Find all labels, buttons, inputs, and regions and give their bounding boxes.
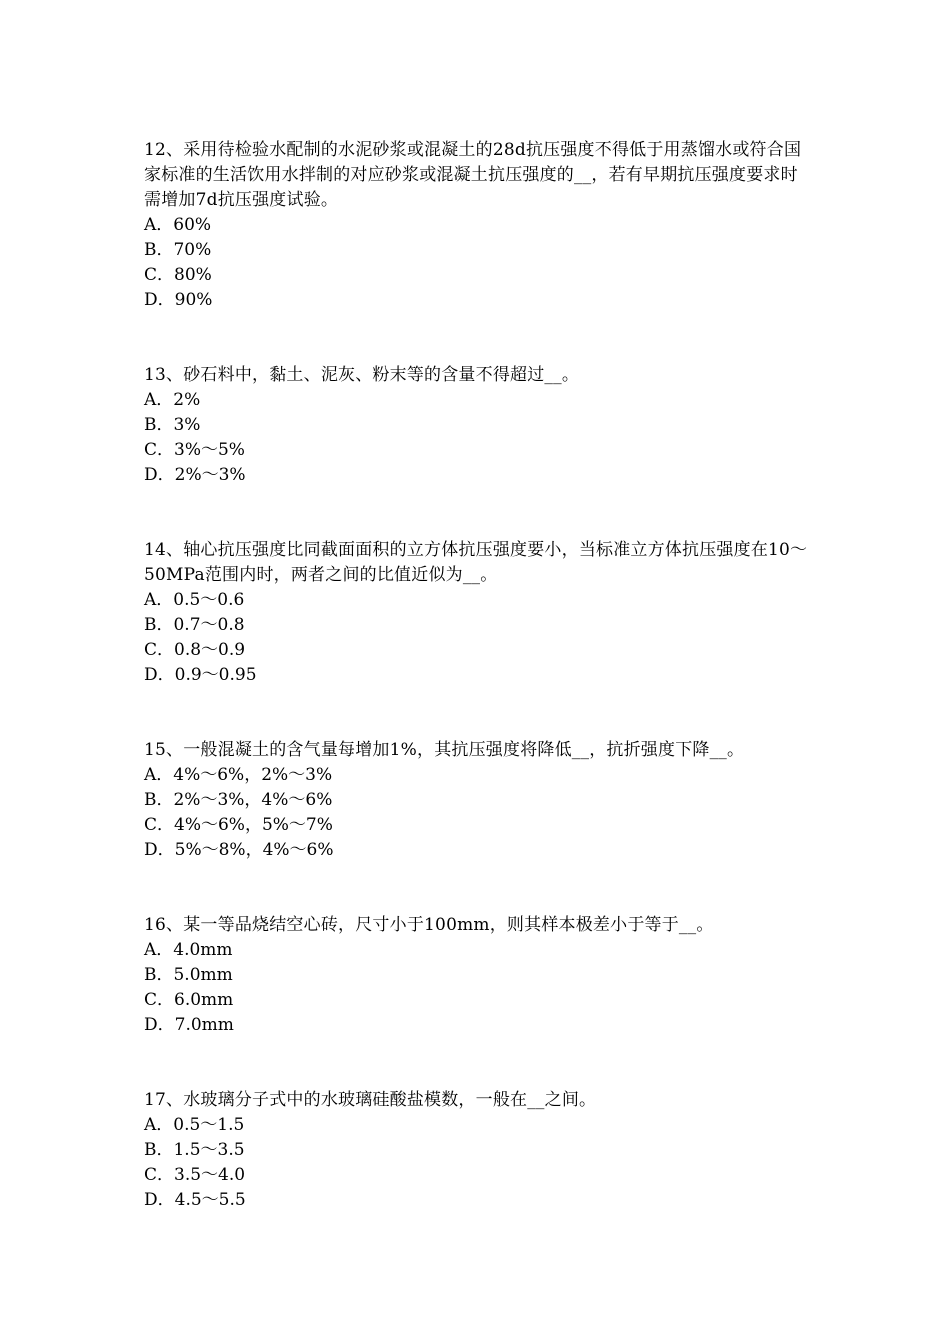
- question-spacer: [144, 688, 814, 738]
- option-b: B．0.7～0.8: [144, 615, 245, 635]
- option-b: B．1.5～3.5: [144, 1140, 245, 1160]
- question-14: [144, 538, 814, 688]
- question-stem: 15、一般混凝土的含气量每增加1%，其抗压强度将降低__，抗折强度下降__。: [144, 740, 745, 760]
- question-stem: 16、某一等品烧结空心砖，尺寸小于100mm，则其样本极差小于等于__。: [144, 915, 714, 935]
- option-b: B．2%～3%，4%～6%: [144, 790, 333, 810]
- option-a: A．0.5～0.6: [144, 590, 245, 610]
- question-17: [144, 1088, 814, 1213]
- option-c: C．80%: [144, 265, 212, 285]
- question-spacer: [144, 1038, 814, 1088]
- question-15: [144, 738, 814, 863]
- question-stem: 17、水玻璃分子式中的水玻璃硅酸盐模数，一般在__之间。: [144, 1090, 597, 1110]
- document-page: [144, 138, 814, 1213]
- option-d: D．0.9～0.95: [144, 665, 257, 685]
- question-12: [144, 138, 814, 313]
- option-d: D．90%: [144, 290, 213, 310]
- question-16: [144, 913, 814, 1038]
- option-a: A．4%～6%，2%～3%: [144, 765, 333, 785]
- question-stem: 12、采用待检验水配制的水泥砂浆或混凝土的28d抗压强度不得低于用蒸馏水或符合国家标准的生活饮用水拌制的对应砂浆或混凝土抗压强度的__，若有早期抗压强度要求时需增加7d抗压强度试验。: [144, 140, 802, 210]
- option-d: D．4.5～5.5: [144, 1190, 246, 1210]
- option-a: A．60%: [144, 215, 212, 235]
- option-a: A．0.5～1.5: [144, 1115, 245, 1135]
- question-stem: 13、砂石料中，黏土、泥灰、粉末等的含量不得超过__。: [144, 365, 580, 385]
- option-b: B．70%: [144, 240, 212, 260]
- option-a: A．2%: [144, 390, 201, 410]
- option-c: C．3.5～4.0: [144, 1165, 246, 1185]
- option-c: C．4%～6%，5%～7%: [144, 815, 333, 835]
- question-stem: 14、轴心抗压强度比同截面面积的立方体抗压强度要小，当标准立方体抗压强度在10～50MPa范围内时，两者之间的比值近似为__。: [144, 540, 808, 585]
- question-13: [144, 363, 814, 488]
- option-b: B．3%: [144, 415, 201, 435]
- option-c: C．6.0mm: [144, 990, 234, 1010]
- option-c: C．0.8～0.9: [144, 640, 246, 660]
- option-d: D．2%～3%: [144, 465, 246, 485]
- option-b: B．5.0mm: [144, 965, 233, 985]
- question-spacer: [144, 863, 814, 913]
- question-spacer: [144, 313, 814, 363]
- option-d: D．5%～8%，4%～6%: [144, 840, 334, 860]
- option-c: C．3%～5%: [144, 440, 245, 460]
- question-spacer: [144, 488, 814, 538]
- option-a: A．4.0mm: [144, 940, 233, 960]
- option-d: D．7.0mm: [144, 1015, 234, 1035]
